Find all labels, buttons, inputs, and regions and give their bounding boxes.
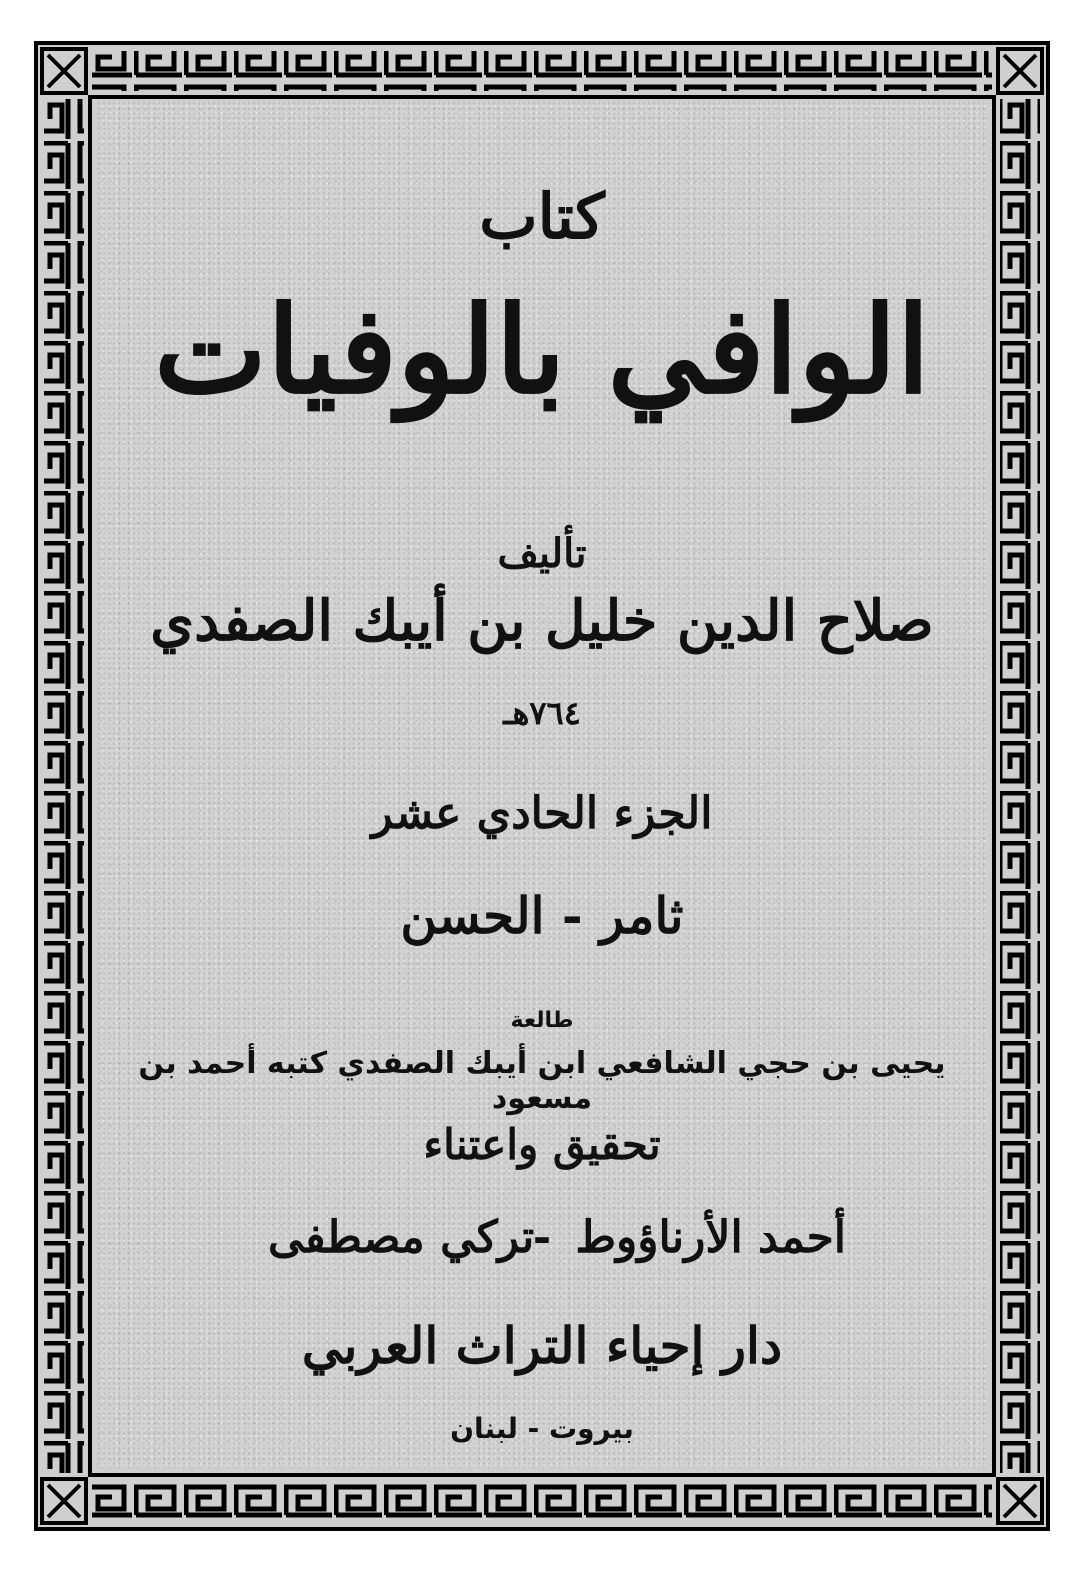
volume-number: الجزء الحادي عشر xyxy=(371,788,713,839)
entry-range: ثامر - الحسن xyxy=(400,886,684,945)
book-title: الوافي بالوفيات xyxy=(153,280,930,421)
author-name: صلاح الدين خليل بن أيبك الصفدي xyxy=(150,588,934,654)
reviewers-names: يحيى بن حجي الشافعي ابن أيبك الصفدي كتبه أحمد بن مسعود xyxy=(138,1046,946,1116)
book-label: كتاب xyxy=(479,180,605,253)
editor-name-left: تركي مصطفى xyxy=(268,1212,535,1263)
publisher-city: بيروت - لبنان xyxy=(450,1412,634,1445)
death-year: ٧٦٤هـ xyxy=(503,694,581,732)
authorship-label: تأليف xyxy=(497,530,587,577)
editing-label: تحقيق واعتناء xyxy=(423,1120,661,1169)
editor-separator: - xyxy=(532,1212,552,1263)
publisher-name: دار إحياء التراث العربي xyxy=(301,1316,783,1375)
reviewers-label: طالعة xyxy=(510,1008,574,1033)
editor-name-right: أحمد الأرناؤوط xyxy=(575,1212,846,1263)
